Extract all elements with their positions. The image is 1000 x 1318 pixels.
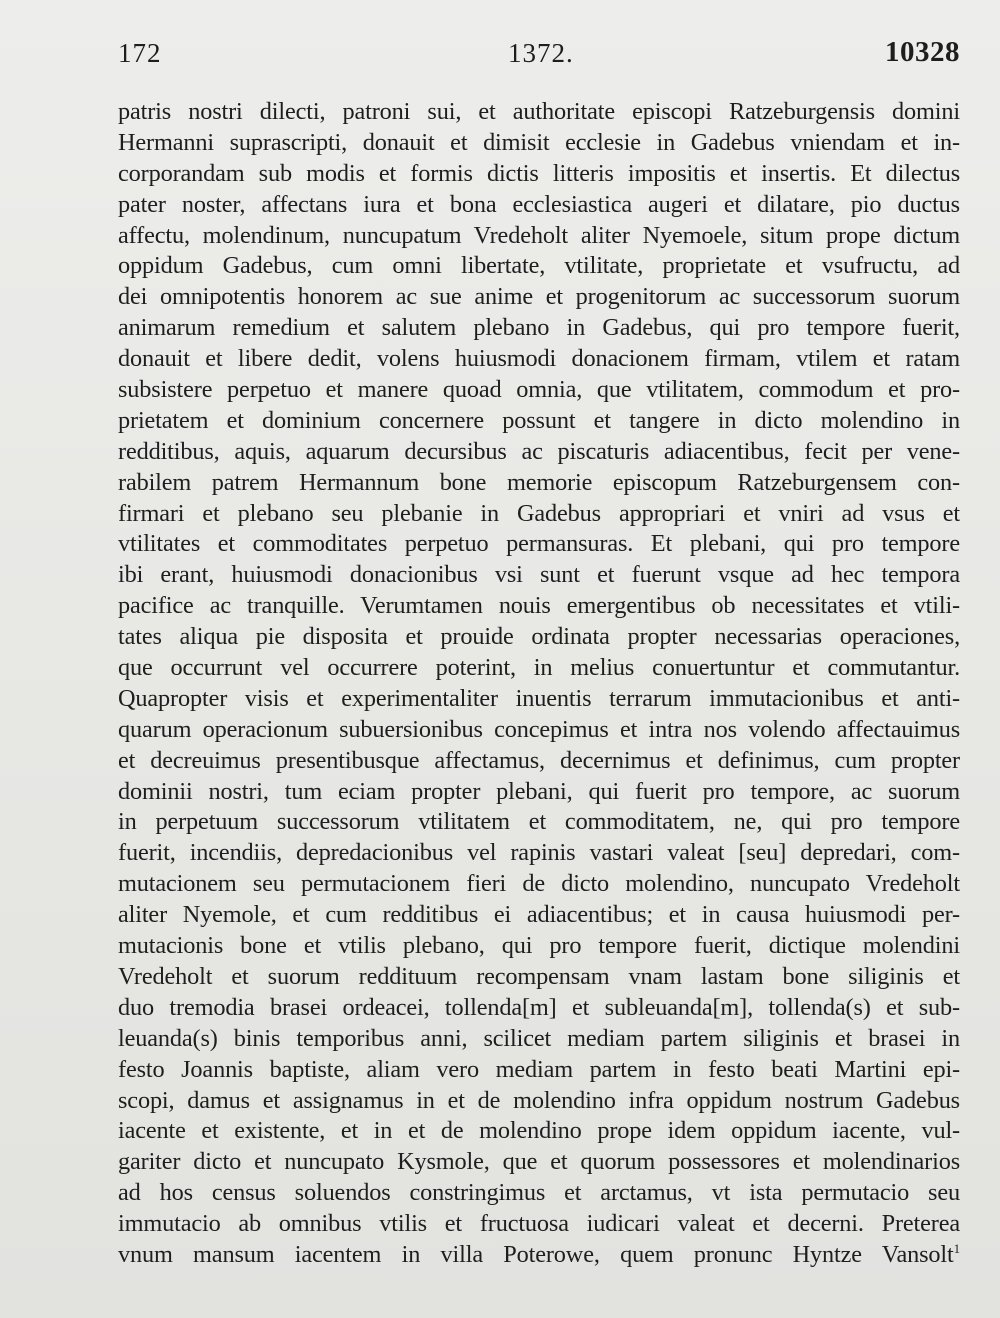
text-line: fuerit, incendiis, depredacionibus vel rapinis vastari valeat [seu] depredari, com-	[118, 839, 960, 867]
text-line: mutacionem seu permutacionem fieri de dicto molendino, nuncupato Vredeholt	[118, 870, 960, 898]
text-line: gariter dicto et nuncupato Kysmole, que et quorum possessores et molendinarios	[118, 1148, 960, 1176]
text-line: leuanda(s) binis temporibus anni, scilicet mediam partem siliginis et brasei in	[118, 1024, 960, 1052]
text-line: animarum remedium et salutem plebano in Gadebus, qui pro tempore fuerit,	[118, 314, 960, 342]
text-line: ibi erant, huiusmodi donacionibus vsi sunt et fuerunt vsque ad hec tempora	[118, 561, 960, 589]
text-line: iacente et existente, et in et de molendino prope idem oppidum iacente, vul-	[118, 1117, 960, 1145]
text-line: tates aliqua pie disposita et prouide ordinata propter necessarias operaciones,	[118, 623, 960, 651]
text-line: pater noster, affectans iura et bona ecclesiastica augeri et dilatare, pio ductus	[118, 190, 960, 218]
text-line: scopi, damus et assignamus in et de molendino infra oppidum nostrum Gadebus	[118, 1086, 960, 1114]
footnote-marker: 1	[953, 1240, 960, 1256]
page-number: 172	[118, 38, 162, 68]
text-line: Vredeholt et suorum reddituum recompensam vnam lastam bone siliginis et	[118, 962, 960, 990]
text-line: dominii nostri, tum eciam propter plebani, qui fuerit pro tempore, ac suorum	[118, 777, 960, 805]
body-text	[118, 97, 960, 1271]
text-line: et decreuimus presentibusque affectamus, decernimus et definimus, cum propter	[118, 746, 960, 774]
text-line: que occurrunt vel occurrere poterint, in melius conuertuntur et commutantur.	[118, 654, 960, 682]
text-line: mutacionis bone et vtilis plebano, qui pro tempore fuerit, dictique molendini	[118, 932, 960, 960]
text-line: corporandam sub modis et formis dictis litteris impositis et insertis. Et dilectus	[118, 159, 960, 187]
text-line: redditibus, aquis, aquarum decursibus ac piscaturis adiacentibus, fecit per vene-	[118, 437, 960, 465]
page-header	[118, 38, 960, 78]
text-line: dei omnipotentis honorem ac sue anime et progenitorum ac successorum suorum	[118, 283, 960, 311]
text-line: immutacio ab omnibus vtilis et fructuosa iudicari valeat et decerni. Preterea	[118, 1210, 960, 1238]
text-line: Quapropter visis et experimentaliter inuentis terrarum immutacionibus et anti-	[118, 684, 960, 712]
text-line: in perpetuum successorum vtilitatem et commoditatem, ne, qui pro tempore	[118, 808, 960, 836]
final-line-text: vnum mansum iacentem in villa Poterowe, quem pronunc Hyntze Vansolt	[118, 1240, 954, 1268]
text-line: patris nostri dilecti, patroni sui, et authoritate episcopi Ratzeburgensis domini	[118, 98, 960, 125]
text-line: ad hos census soluendos constringimus et arctamus, vt ista permutacio seu	[118, 1179, 960, 1207]
text-line: oppidum Gadebus, cum omni libertate, vtilitate, proprietate et vsufructu, ad	[118, 252, 960, 280]
text-line: quarum operacionum subuersionibus concepimus et intra nos volendo affectauimus	[118, 715, 960, 743]
text-line: duo tremodia brasei ordeacei, tollenda[m] et subleuanda[m], tollenda(s) et sub-	[118, 993, 960, 1021]
text-line: rabilem patrem Hermannum bone memorie episcopum Ratzeburgensem con-	[118, 468, 960, 496]
text-line: Hermanni suprascripti, donauit et dimisit ecclesie in Gadebus vniendam et in-	[118, 128, 960, 156]
text-line: subsistere perpetuo et manere quoad omnia, que vtilitatem, commodum et pro-	[118, 376, 960, 404]
text-line: aliter Nyemole, et cum redditibus ei adiacentibus; et in causa huiusmodi per-	[118, 901, 960, 929]
text-line: donauit et libere dedit, volens huiusmodi donacionem firmam, vtilem et ratam	[118, 345, 960, 373]
text-line: prietatem et dominium concernere possunt et tangere in dicto molendino in	[118, 406, 960, 434]
final-text-line	[118, 1240, 960, 1271]
text-line: festo Joannis baptiste, aliam vero mediam partem in festo beati Martini epi-	[118, 1055, 960, 1083]
text-line: pacifice ac tranquille. Verumtamen nouis emergentibus ob necessitates et vtili-	[118, 592, 960, 620]
text-line: affectu, molendinum, nuncupatum Vredeholt aliter Nyemoele, situm prope dictum	[118, 221, 960, 249]
document-number: 10328	[885, 36, 960, 68]
text-line: firmari et plebano seu plebanie in Gadebus appropriari et vniri ad vsus et	[118, 499, 960, 527]
running-year: 1372.	[508, 38, 574, 68]
text-line: vtilitates et commoditates perpetuo permansuras. Et plebani, qui pro tempore	[118, 530, 960, 558]
